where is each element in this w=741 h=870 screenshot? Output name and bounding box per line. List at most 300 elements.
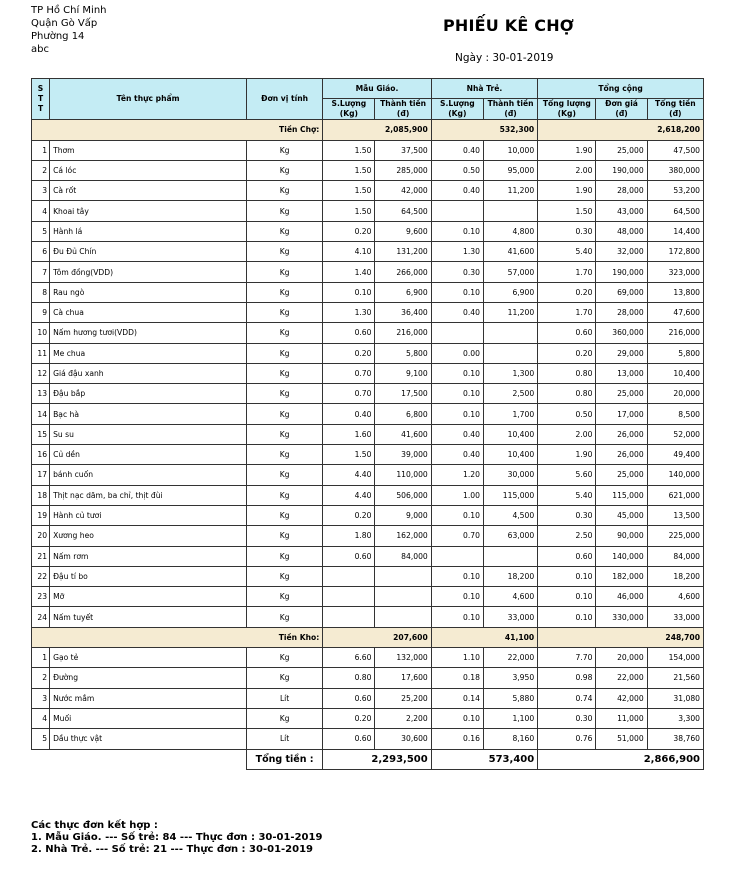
row-food-name: Đậu bắp <box>50 384 247 404</box>
row-stt: 21 <box>32 546 50 566</box>
row-food-name: Nấm hương tươi(VDD) <box>50 323 247 343</box>
footer-heading: Các thực đơn kết hợp : <box>31 820 158 831</box>
row-mg-qty: 0.70 <box>323 363 375 383</box>
row-mg-amount: 162,000 <box>375 526 431 546</box>
row-stt: 12 <box>32 363 50 383</box>
row-food-name: Bạc hà <box>50 404 247 424</box>
row-nt-amount: 18,200 <box>483 566 537 586</box>
row-unit-price: 190,000 <box>596 160 647 180</box>
row-mg-amount: 64,500 <box>375 201 431 221</box>
row-unit: Kg <box>246 302 322 322</box>
row-stt: 3 <box>32 181 50 201</box>
row-mg-qty: 1.50 <box>323 201 375 221</box>
row-nt-amount <box>483 201 537 221</box>
row-mg-amount: 216,000 <box>375 323 431 343</box>
row-nt-amount: 115,000 <box>483 485 537 505</box>
footer-line-1: 1. Mẫu Giáo. --- Số trẻ: 84 --- Thực đơn : 30-01-2019 <box>31 832 323 843</box>
row-mg-amount <box>375 566 431 586</box>
row-food-name: Nấm tuyết <box>50 607 247 627</box>
row-food-name: Thịt nạc dăm, ba chỉ, thịt đùi <box>50 485 247 505</box>
row-food-name: Đu Đủ Chín <box>50 242 247 262</box>
row-food-name: Tôm đồng(VDD) <box>50 262 247 282</box>
row-total-qty: 0.20 <box>538 343 596 363</box>
row-nt-qty: 0.10 <box>431 607 483 627</box>
row-nt-amount: 10,000 <box>483 140 537 160</box>
org-text: abc <box>31 44 49 55</box>
section-nha-tre-total: 41,100 <box>431 627 537 647</box>
grand-total-nha-tre: 573,400 <box>431 749 537 769</box>
table-row <box>32 343 704 363</box>
market-list-table <box>31 78 704 770</box>
table-row <box>32 546 704 566</box>
grand-total-row <box>32 749 704 769</box>
row-unit: Kg <box>246 262 322 282</box>
row-nt-amount: 30,000 <box>483 465 537 485</box>
table-row <box>32 363 704 383</box>
row-stt: 2 <box>32 160 50 180</box>
col-mg-amount: Thành tiền (đ) <box>375 99 431 120</box>
row-total-qty: 0.20 <box>538 282 596 302</box>
row-unit-price: 28,000 <box>596 302 647 322</box>
row-mg-qty <box>323 587 375 607</box>
row-mg-amount: 132,000 <box>375 648 431 668</box>
row-nt-amount: 3,950 <box>483 668 537 688</box>
table-row <box>32 221 704 241</box>
col-nt-amount: Thành tiền (đ) <box>483 99 537 120</box>
row-nt-qty: 0.10 <box>431 404 483 424</box>
row-nt-qty: 0.40 <box>431 302 483 322</box>
row-nt-amount: 10,400 <box>483 424 537 444</box>
row-unit-price: 190,000 <box>596 262 647 282</box>
row-nt-amount <box>483 546 537 566</box>
row-stt: 7 <box>32 262 50 282</box>
row-food-name: Thơm <box>50 140 247 160</box>
row-unit-price: 48,000 <box>596 221 647 241</box>
row-nt-qty <box>431 546 483 566</box>
table-row <box>32 424 704 444</box>
row-food-name: bánh cuốn <box>50 465 247 485</box>
row-total-amount: 18,200 <box>647 566 703 586</box>
row-nt-qty: 0.16 <box>431 729 483 749</box>
row-food-name: Rau ngò <box>50 282 247 302</box>
row-unit: Kg <box>246 607 322 627</box>
row-total-qty: 1.70 <box>538 262 596 282</box>
row-nt-qty: 0.10 <box>431 566 483 586</box>
row-nt-qty <box>431 201 483 221</box>
table-row <box>32 526 704 546</box>
row-total-amount: 52,000 <box>647 424 703 444</box>
row-mg-qty: 0.60 <box>323 546 375 566</box>
row-nt-amount: 41,600 <box>483 242 537 262</box>
row-total-qty: 0.30 <box>538 505 596 525</box>
row-nt-qty: 1.20 <box>431 465 483 485</box>
row-nt-amount <box>483 323 537 343</box>
row-unit-price: 29,000 <box>596 343 647 363</box>
row-food-name: Giá đậu xanh <box>50 363 247 383</box>
row-unit: Kg <box>246 445 322 465</box>
section-mau-giao-total: 2,085,900 <box>323 120 431 140</box>
col-nt-qty: S.Lượng (Kg) <box>431 99 483 120</box>
section-nha-tre-total: 532,300 <box>431 120 537 140</box>
row-food-name: Khoai tây <box>50 201 247 221</box>
row-nt-amount: 6,900 <box>483 282 537 302</box>
grand-total-all: 2,866,900 <box>538 749 704 769</box>
date-line: Ngày : 30-01-2019 <box>455 52 554 64</box>
row-unit-price: 25,000 <box>596 384 647 404</box>
row-mg-qty: 1.80 <box>323 526 375 546</box>
row-unit-price: 25,000 <box>596 465 647 485</box>
row-nt-qty: 0.10 <box>431 221 483 241</box>
row-mg-amount <box>375 607 431 627</box>
table-row <box>32 282 704 302</box>
table-row <box>32 708 704 728</box>
row-total-qty: 0.30 <box>538 221 596 241</box>
row-unit: Kg <box>246 363 322 383</box>
row-unit: Kg <box>246 708 322 728</box>
row-total-amount: 47,500 <box>647 140 703 160</box>
table-body <box>32 120 704 749</box>
row-total-amount: 47,600 <box>647 302 703 322</box>
row-mg-qty <box>323 607 375 627</box>
row-unit-price: 17,000 <box>596 404 647 424</box>
row-stt: 4 <box>32 708 50 728</box>
row-unit-price: 115,000 <box>596 485 647 505</box>
row-nt-qty: 0.40 <box>431 140 483 160</box>
row-unit: Kg <box>246 323 322 343</box>
row-nt-qty: 0.30 <box>431 262 483 282</box>
row-total-qty: 0.10 <box>538 587 596 607</box>
row-total-qty: 0.10 <box>538 607 596 627</box>
row-total-qty: 0.80 <box>538 363 596 383</box>
row-unit-price: 11,000 <box>596 708 647 728</box>
row-mg-qty: 1.30 <box>323 302 375 322</box>
row-unit: Kg <box>246 587 322 607</box>
row-nt-qty: 0.70 <box>431 526 483 546</box>
row-nt-amount: 95,000 <box>483 160 537 180</box>
row-mg-qty: 0.40 <box>323 404 375 424</box>
row-mg-qty <box>323 566 375 586</box>
section-label: Tiền Chợ: <box>32 120 323 140</box>
row-total-amount: 3,300 <box>647 708 703 728</box>
row-unit: Kg <box>246 140 322 160</box>
row-nt-amount: 1,100 <box>483 708 537 728</box>
row-stt: 3 <box>32 688 50 708</box>
row-stt: 4 <box>32 201 50 221</box>
row-unit: Kg <box>246 566 322 586</box>
row-food-name: Mỡ <box>50 587 247 607</box>
row-total-qty: 0.60 <box>538 546 596 566</box>
col-unit: Đơn vị tính <box>246 79 322 120</box>
row-mg-amount: 9,000 <box>375 505 431 525</box>
row-unit: Kg <box>246 343 322 363</box>
row-total-amount: 33,000 <box>647 607 703 627</box>
row-total-qty: 2.50 <box>538 526 596 546</box>
grand-total-label: Tổng tiền : <box>246 749 322 769</box>
row-nt-amount: 4,600 <box>483 587 537 607</box>
row-stt: 11 <box>32 343 50 363</box>
org-header <box>31 4 107 56</box>
row-nt-qty: 0.10 <box>431 505 483 525</box>
table-row <box>32 445 704 465</box>
row-mg-qty: 6.60 <box>323 648 375 668</box>
row-mg-amount: 30,600 <box>375 729 431 749</box>
row-nt-qty: 0.14 <box>431 688 483 708</box>
section-mau-giao-total: 207,600 <box>323 627 431 647</box>
row-food-name: Cá lóc <box>50 160 247 180</box>
row-unit: Kg <box>246 201 322 221</box>
row-total-amount: 49,400 <box>647 445 703 465</box>
table-row <box>32 485 704 505</box>
row-unit: Kg <box>246 485 322 505</box>
row-mg-amount: 42,000 <box>375 181 431 201</box>
table-row <box>32 587 704 607</box>
row-nt-qty: 1.00 <box>431 485 483 505</box>
row-mg-qty: 0.70 <box>323 384 375 404</box>
section-subtotal-row <box>32 627 704 647</box>
row-total-qty: 0.98 <box>538 668 596 688</box>
table-row <box>32 404 704 424</box>
row-stt: 6 <box>32 242 50 262</box>
row-unit-price: 360,000 <box>596 323 647 343</box>
row-nt-qty: 0.10 <box>431 384 483 404</box>
table-row <box>32 465 704 485</box>
section-grand-total: 2,618,200 <box>538 120 704 140</box>
row-stt: 1 <box>32 648 50 668</box>
row-total-qty: 0.60 <box>538 323 596 343</box>
row-total-amount: 172,800 <box>647 242 703 262</box>
row-mg-amount: 6,800 <box>375 404 431 424</box>
row-unit-price: 45,000 <box>596 505 647 525</box>
row-unit: Lít <box>246 688 322 708</box>
row-unit-price: 20,000 <box>596 648 647 668</box>
col-stt: S T T <box>32 79 50 120</box>
row-mg-amount: 9,100 <box>375 363 431 383</box>
row-unit-price: 330,000 <box>596 607 647 627</box>
row-mg-amount: 266,000 <box>375 262 431 282</box>
row-stt: 2 <box>32 668 50 688</box>
row-mg-qty: 1.50 <box>323 160 375 180</box>
row-food-name: Đậu tí bo <box>50 566 247 586</box>
district-text: Quận Gò Vấp <box>31 18 98 29</box>
row-mg-qty: 0.10 <box>323 282 375 302</box>
row-nt-amount: 57,000 <box>483 262 537 282</box>
row-total-amount: 14,400 <box>647 221 703 241</box>
row-total-amount: 10,400 <box>647 363 703 383</box>
row-unit: Kg <box>246 384 322 404</box>
row-food-name: Su su <box>50 424 247 444</box>
row-unit-price: 22,000 <box>596 668 647 688</box>
row-stt: 18 <box>32 485 50 505</box>
table-row <box>32 607 704 627</box>
table-row <box>32 668 704 688</box>
row-nt-amount: 1,300 <box>483 363 537 383</box>
row-stt: 10 <box>32 323 50 343</box>
table-row <box>32 181 704 201</box>
row-mg-qty: 1.50 <box>323 140 375 160</box>
row-stt: 20 <box>32 526 50 546</box>
row-nt-qty: 0.10 <box>431 587 483 607</box>
col-group-mau-giao: Mẫu Giáo. <box>323 79 431 99</box>
row-total-amount: 64,500 <box>647 201 703 221</box>
row-nt-qty: 0.40 <box>431 181 483 201</box>
row-total-qty: 7.70 <box>538 648 596 668</box>
row-unit-price: 43,000 <box>596 201 647 221</box>
row-nt-amount: 4,500 <box>483 505 537 525</box>
row-unit: Kg <box>246 242 322 262</box>
row-mg-qty: 0.60 <box>323 729 375 749</box>
table-row <box>32 323 704 343</box>
row-unit-price: 69,000 <box>596 282 647 302</box>
row-total-qty: 5.60 <box>538 465 596 485</box>
row-total-qty: 0.30 <box>538 708 596 728</box>
row-food-name: Hành củ tươi <box>50 505 247 525</box>
row-stt: 1 <box>32 140 50 160</box>
page-title: PHIẾU KÊ CHỢ <box>443 16 574 35</box>
table-row <box>32 140 704 160</box>
table-row <box>32 688 704 708</box>
row-total-qty: 0.74 <box>538 688 596 708</box>
row-unit-price: 26,000 <box>596 424 647 444</box>
row-mg-qty: 4.10 <box>323 242 375 262</box>
row-food-name: Cà rốt <box>50 181 247 201</box>
row-unit: Kg <box>246 668 322 688</box>
table-row <box>32 160 704 180</box>
row-food-name: Dầu thực vật <box>50 729 247 749</box>
row-nt-amount <box>483 343 537 363</box>
row-nt-amount: 63,000 <box>483 526 537 546</box>
row-unit: Kg <box>246 181 322 201</box>
row-total-amount: 13,500 <box>647 505 703 525</box>
row-nt-amount: 33,000 <box>483 607 537 627</box>
row-unit: Lít <box>246 729 322 749</box>
header-row-groups <box>32 79 704 99</box>
row-nt-amount: 4,800 <box>483 221 537 241</box>
row-total-amount: 31,080 <box>647 688 703 708</box>
row-nt-amount: 1,700 <box>483 404 537 424</box>
row-mg-amount: 39,000 <box>375 445 431 465</box>
row-mg-amount: 36,400 <box>375 302 431 322</box>
row-unit: Kg <box>246 526 322 546</box>
row-mg-amount: 17,500 <box>375 384 431 404</box>
row-total-qty: 5.40 <box>538 242 596 262</box>
row-total-amount: 21,560 <box>647 668 703 688</box>
col-total-amount: Tổng tiền (đ) <box>647 99 703 120</box>
col-group-nha-tre: Nhà Trẻ. <box>431 79 537 99</box>
row-total-qty: 1.90 <box>538 181 596 201</box>
row-mg-amount: 9,600 <box>375 221 431 241</box>
row-unit-price: 25,000 <box>596 140 647 160</box>
row-total-qty: 1.50 <box>538 201 596 221</box>
row-nt-amount: 22,000 <box>483 648 537 668</box>
row-mg-amount: 17,600 <box>375 668 431 688</box>
row-total-qty: 1.90 <box>538 140 596 160</box>
row-nt-amount: 2,500 <box>483 384 537 404</box>
table-row <box>32 566 704 586</box>
row-nt-amount: 11,200 <box>483 181 537 201</box>
row-stt: 17 <box>32 465 50 485</box>
table-row <box>32 729 704 749</box>
table-footer <box>32 749 704 769</box>
row-total-amount: 13,800 <box>647 282 703 302</box>
row-nt-amount: 8,160 <box>483 729 537 749</box>
row-mg-amount: 5,800 <box>375 343 431 363</box>
row-total-amount: 140,000 <box>647 465 703 485</box>
row-total-amount: 154,000 <box>647 648 703 668</box>
row-nt-qty: 0.18 <box>431 668 483 688</box>
row-unit-price: 51,000 <box>596 729 647 749</box>
row-unit: Kg <box>246 404 322 424</box>
row-total-amount: 621,000 <box>647 485 703 505</box>
row-total-amount: 53,200 <box>647 181 703 201</box>
grand-total-mau-giao: 2,293,500 <box>323 749 431 769</box>
row-unit-price: 32,000 <box>596 242 647 262</box>
row-food-name: Me chua <box>50 343 247 363</box>
row-total-qty: 0.76 <box>538 729 596 749</box>
row-mg-qty: 0.20 <box>323 708 375 728</box>
row-mg-amount: 37,500 <box>375 140 431 160</box>
row-unit-price: 140,000 <box>596 546 647 566</box>
col-unit-price: Đơn giá (đ) <box>596 99 647 120</box>
row-mg-amount: 2,200 <box>375 708 431 728</box>
row-food-name: Nước mắm <box>50 688 247 708</box>
table-row <box>32 262 704 282</box>
row-nt-amount: 11,200 <box>483 302 537 322</box>
row-nt-amount: 10,400 <box>483 445 537 465</box>
row-stt: 14 <box>32 404 50 424</box>
row-mg-qty: 1.50 <box>323 445 375 465</box>
row-total-amount: 323,000 <box>647 262 703 282</box>
row-food-name: Xương heo <box>50 526 247 546</box>
row-mg-qty: 0.20 <box>323 221 375 241</box>
row-unit-price: 28,000 <box>596 181 647 201</box>
row-unit: Kg <box>246 221 322 241</box>
row-total-qty: 0.10 <box>538 566 596 586</box>
row-unit: Kg <box>246 160 322 180</box>
combined-menus-note <box>31 820 322 856</box>
row-stt: 5 <box>32 729 50 749</box>
row-total-qty: 0.80 <box>538 384 596 404</box>
row-food-name: Củ dền <box>50 445 247 465</box>
row-total-qty: 0.50 <box>538 404 596 424</box>
row-nt-qty: 1.10 <box>431 648 483 668</box>
ward-text: Phường 14 <box>31 31 85 42</box>
row-total-amount: 84,000 <box>647 546 703 566</box>
row-unit-price: 13,000 <box>596 363 647 383</box>
row-food-name: Muối <box>50 708 247 728</box>
row-nt-qty: 0.40 <box>431 445 483 465</box>
row-unit: Kg <box>246 424 322 444</box>
row-unit-price: 42,000 <box>596 688 647 708</box>
row-mg-qty: 1.50 <box>323 181 375 201</box>
row-total-qty: 1.90 <box>538 445 596 465</box>
row-mg-amount: 131,200 <box>375 242 431 262</box>
row-unit-price: 90,000 <box>596 526 647 546</box>
col-group-tong-cong: Tổng cộng <box>538 79 704 99</box>
row-mg-qty: 1.60 <box>323 424 375 444</box>
city-text: TP Hồ Chí Minh <box>31 5 107 16</box>
row-mg-qty: 0.80 <box>323 668 375 688</box>
table-row <box>32 384 704 404</box>
row-unit: Kg <box>246 546 322 566</box>
row-stt: 13 <box>32 384 50 404</box>
row-total-amount: 20,000 <box>647 384 703 404</box>
row-stt: 16 <box>32 445 50 465</box>
row-food-name: Gạo tẻ <box>50 648 247 668</box>
row-nt-qty: 0.10 <box>431 363 483 383</box>
row-nt-amount: 5,880 <box>483 688 537 708</box>
row-unit: Kg <box>246 648 322 668</box>
row-total-amount: 4,600 <box>647 587 703 607</box>
